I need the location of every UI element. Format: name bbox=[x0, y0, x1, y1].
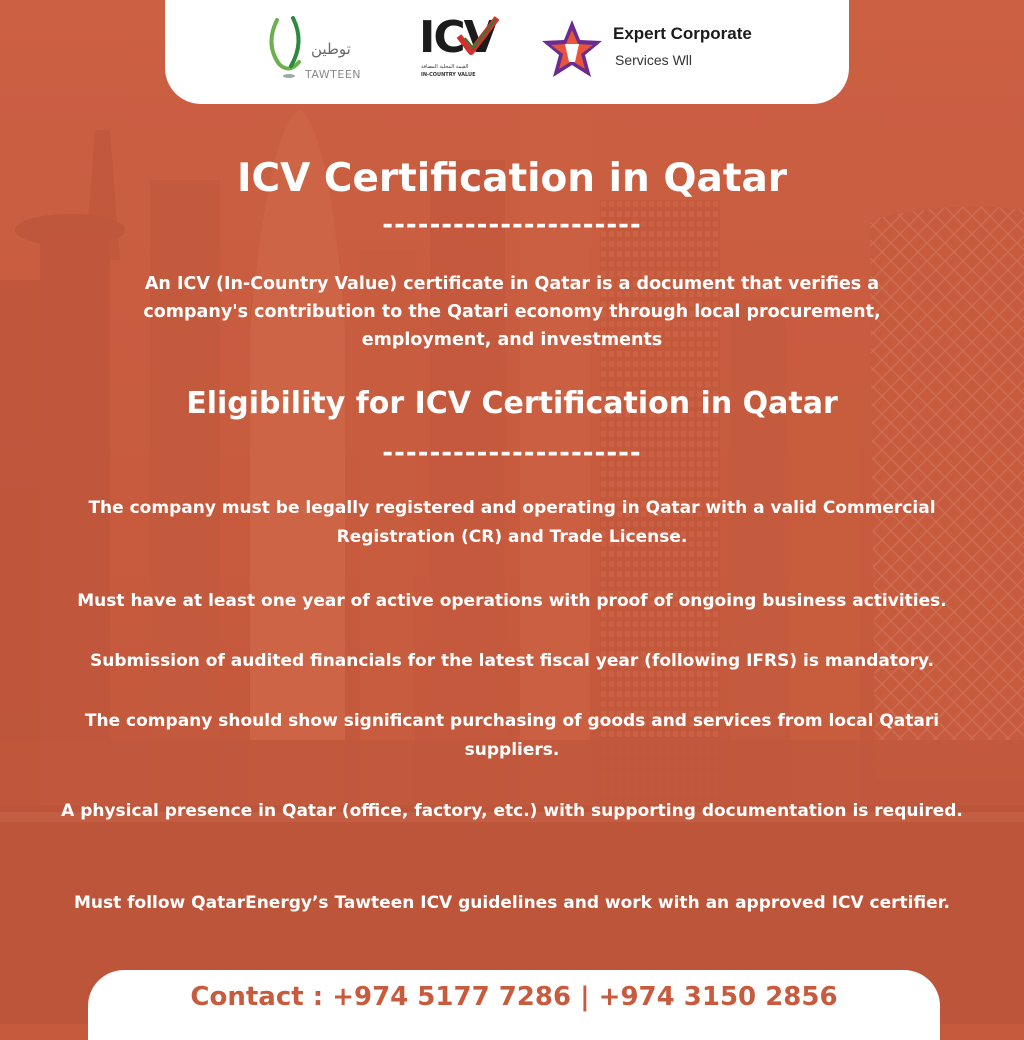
page-title: ICV Certification in Qatar bbox=[236, 156, 788, 201]
tawteen-arabic-text: توطين bbox=[311, 40, 351, 58]
eligibility-point-financials: Submission of audited financials for the latest fiscal year (following IFRS) is mandatory. bbox=[89, 651, 935, 671]
eligibility-point-physical-presence: A physical presence in Qatar (office, factory, etc.) with supporting documentation is required. bbox=[61, 801, 963, 821]
contact-bar bbox=[88, 970, 940, 1040]
eligibility-heading: Eligibility for ICV Certification in Qatar bbox=[186, 386, 838, 421]
eligibility-divider: ---------------------- bbox=[382, 438, 642, 468]
expert-company-title: Expert Corporate bbox=[613, 24, 752, 43]
logo-bar bbox=[165, 0, 849, 104]
icv-logo-text: ICV bbox=[419, 12, 496, 63]
icv-english-subtitle: IN-COUNTRY VALUE bbox=[421, 72, 476, 78]
tawteen-logo bbox=[265, 14, 365, 86]
icv-arabic-subtitle: القيمة المحلية المضافة bbox=[421, 64, 469, 70]
expert-company-subtitle: Services Wll bbox=[615, 52, 693, 68]
expert-star-icon bbox=[539, 18, 605, 80]
eligibility-point-operations: Must have at least one year of active operations with proof of ongoing business activities. bbox=[77, 591, 947, 611]
eligibility-point-guidelines: Must follow QatarEnergy’s Tawteen ICV guidelines and work with an approved ICV certifier. bbox=[73, 893, 951, 913]
eligibility-point-local-suppliers: The company should show significant purchasing of goods and services from local Qatari suppliers. bbox=[84, 711, 940, 760]
title-divider: ---------------------- bbox=[382, 210, 642, 240]
icv-logo bbox=[419, 12, 499, 86]
contact-phone-text[interactable]: Contact : +974 5177 7286 | +974 3150 2856 bbox=[190, 982, 838, 1012]
tawteen-english-text: TAWTEEN bbox=[305, 68, 362, 81]
check-icon bbox=[455, 14, 499, 58]
eligibility-point-registration: The company must be legally registered and operating in Qatar with a valid Commercial Registration (CR) and Trade License. bbox=[88, 498, 936, 547]
intro-paragraph: An ICV (In-Country Value) certificate in Qatar is a document that verifies a company's contribution to the Qatari economy through local procurement, employment, and investments bbox=[143, 274, 881, 350]
